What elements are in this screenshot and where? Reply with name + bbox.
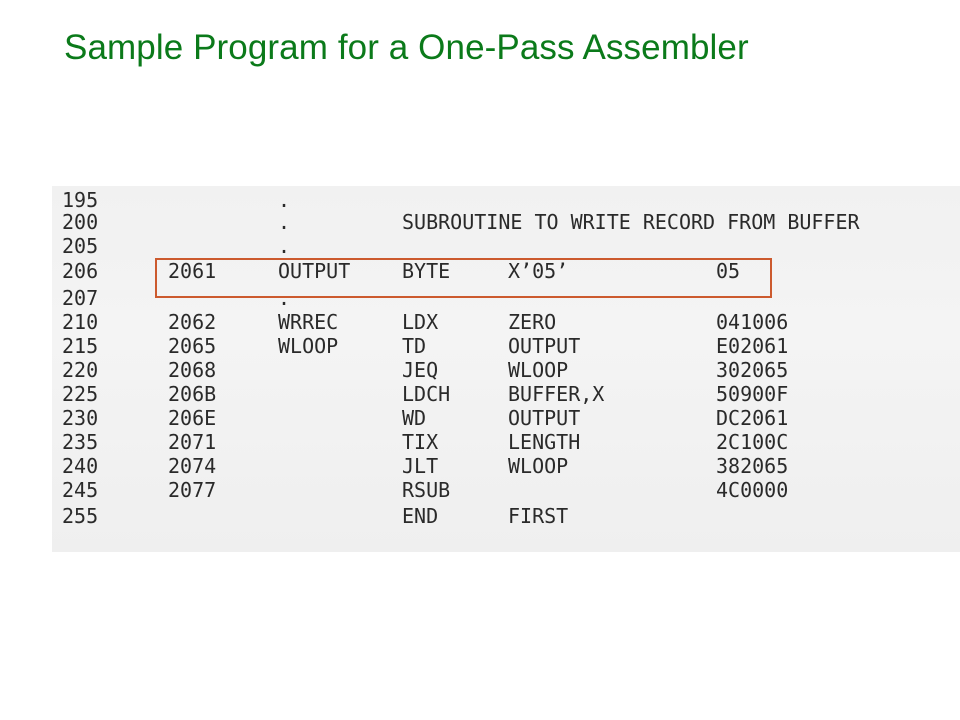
listing-row bbox=[52, 502, 960, 530]
label: . bbox=[278, 210, 291, 234]
line-number: 225 bbox=[62, 382, 99, 406]
location: 2071 bbox=[168, 430, 217, 454]
opcode: TD bbox=[402, 334, 427, 358]
line-number: 255 bbox=[62, 504, 99, 528]
line-number: 210 bbox=[62, 310, 99, 334]
line-number: 245 bbox=[62, 478, 99, 502]
line-number: 195 bbox=[62, 188, 99, 212]
object-code: E02061 bbox=[716, 334, 789, 358]
line-number: 240 bbox=[62, 454, 99, 478]
slide-title: Sample Program for a One-Pass Assembler bbox=[64, 28, 749, 67]
opcode: LDX bbox=[402, 310, 439, 334]
operand: X’05’ bbox=[508, 259, 569, 283]
location: 2074 bbox=[168, 454, 217, 478]
operand: WLOOP bbox=[508, 454, 569, 478]
operand: WLOOP bbox=[508, 358, 569, 382]
operand: OUTPUT bbox=[508, 334, 581, 358]
assembly-listing bbox=[52, 186, 960, 552]
operand: OUTPUT bbox=[508, 406, 581, 430]
object-code: 302065 bbox=[716, 358, 789, 382]
object-code: 382065 bbox=[716, 454, 789, 478]
line-number: 220 bbox=[62, 358, 99, 382]
opcode: BYTE bbox=[402, 259, 451, 283]
line-number: 215 bbox=[62, 334, 99, 358]
operand: ZERO bbox=[508, 310, 557, 334]
scanned-listing-image bbox=[52, 186, 960, 552]
object-code: 4C0000 bbox=[716, 478, 789, 502]
label: . bbox=[278, 286, 291, 310]
operand: LENGTH bbox=[508, 430, 581, 454]
label: . bbox=[278, 188, 291, 212]
listing-row bbox=[52, 232, 960, 260]
opcode: END bbox=[402, 504, 439, 528]
opcode: JEQ bbox=[402, 358, 439, 382]
object-code: 50900F bbox=[716, 382, 789, 406]
opcode: TIX bbox=[402, 430, 439, 454]
object-code: 2C100C bbox=[716, 430, 789, 454]
opcode: LDCH bbox=[402, 382, 451, 406]
line-number: 205 bbox=[62, 234, 99, 258]
line-number: 230 bbox=[62, 406, 99, 430]
location: 206B bbox=[168, 382, 217, 406]
label: OUTPUT bbox=[278, 259, 351, 283]
object-code: 05 bbox=[716, 259, 741, 283]
location: 2061 bbox=[168, 259, 217, 283]
operand: FIRST bbox=[508, 504, 569, 528]
location: 2068 bbox=[168, 358, 217, 382]
listing-row bbox=[52, 476, 960, 504]
opcode: WD bbox=[402, 406, 427, 430]
location: 2077 bbox=[168, 478, 217, 502]
label: . bbox=[278, 234, 291, 258]
operand: BUFFER,X bbox=[508, 382, 605, 406]
opcode: JLT bbox=[402, 454, 439, 478]
line-number: 207 bbox=[62, 286, 99, 310]
object-code: DC2061 bbox=[716, 406, 789, 430]
line-number: 200 bbox=[62, 210, 99, 234]
object-code: 041006 bbox=[716, 310, 789, 334]
line-number: 235 bbox=[62, 430, 99, 454]
highlight-box bbox=[155, 258, 772, 298]
location: 206E bbox=[168, 406, 217, 430]
location: 2065 bbox=[168, 334, 217, 358]
label: WLOOP bbox=[278, 334, 339, 358]
location: 2062 bbox=[168, 310, 217, 334]
opcode: RSUB bbox=[402, 478, 451, 502]
label: WRREC bbox=[278, 310, 339, 334]
opcode: SUBROUTINE TO WRITE RECORD FROM BUFFER bbox=[402, 210, 860, 234]
line-number: 206 bbox=[62, 259, 99, 283]
